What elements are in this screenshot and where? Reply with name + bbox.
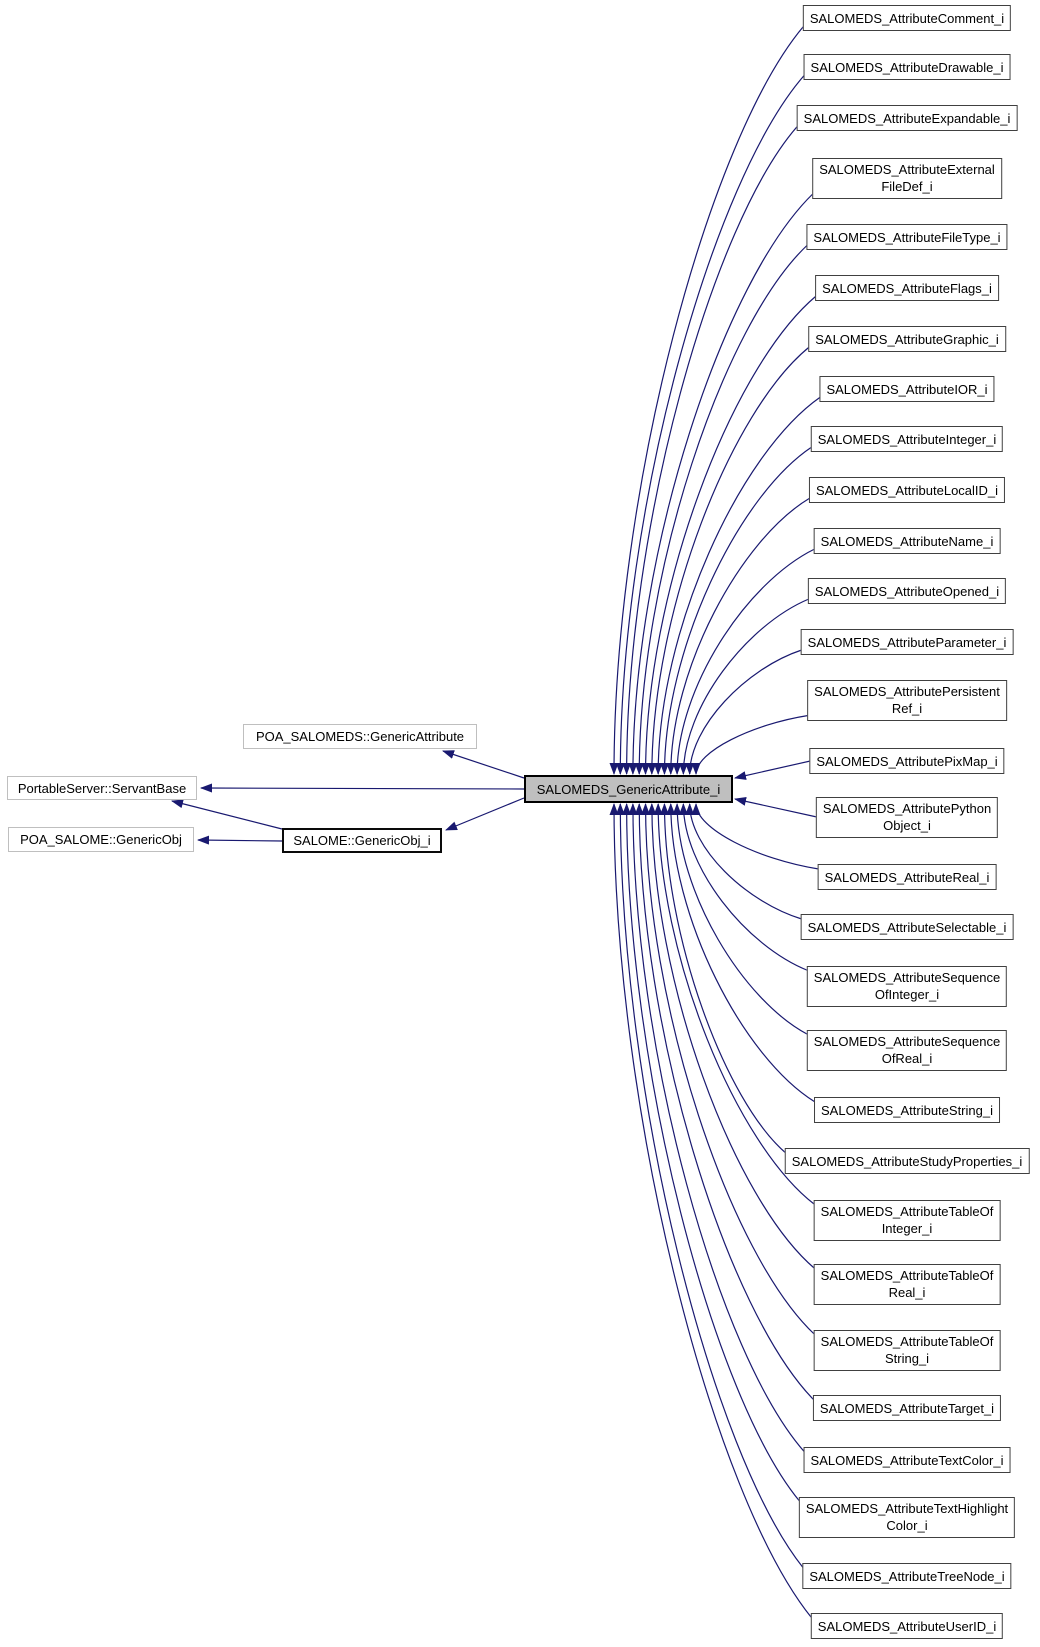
- class-node-filetype[interactable]: [806, 224, 1007, 250]
- class-node-label: SALOMEDS_AttributeTextColor_i: [810, 1452, 1004, 1468]
- inheritance-edge: [201, 788, 524, 789]
- inheritance-edge: [446, 798, 524, 830]
- class-node-label: SALOMEDS_AttributeInteger_i: [817, 431, 997, 447]
- class-node-servantbase: [7, 776, 197, 800]
- inheritance-edge: [198, 840, 282, 841]
- inheritance-edge: [677, 804, 808, 1035]
- class-node-label: SALOMEDS_AttributeLocalID_i: [815, 482, 999, 498]
- class-node-parameter[interactable]: [801, 629, 1014, 655]
- class-node-label: SALOMEDS_GenericAttribute_i: [536, 781, 721, 797]
- class-node-label: SALOMEDS_AttributeOpened_i: [814, 583, 1000, 599]
- inheritance-edge: [671, 498, 810, 774]
- class-node-sequenceofinteger[interactable]: [807, 966, 1007, 1007]
- class-node-integer[interactable]: [811, 426, 1003, 452]
- class-node-label: Real_i: [888, 1285, 926, 1300]
- class-node-label: Ref_i: [891, 701, 923, 716]
- class-node-tableofinteger[interactable]: [814, 1200, 1001, 1241]
- class-node-label: Object_i: [883, 818, 931, 833]
- class-node-poa_genericattribute: [243, 724, 477, 749]
- class-node-label: SALOMEDS_AttributeString_i: [821, 1102, 993, 1118]
- class-node-name[interactable]: [814, 528, 1001, 554]
- class-node-selectable[interactable]: [801, 914, 1014, 940]
- class-node-tableofreal[interactable]: [814, 1264, 1001, 1305]
- class-node-tableofstring[interactable]: [814, 1330, 1001, 1371]
- inheritance-edge: [639, 804, 814, 1400]
- class-node-label: SALOMEDS_AttributeComment_i: [809, 10, 1005, 26]
- class-node-opened[interactable]: [808, 578, 1006, 604]
- class-node-label: SALOMEDS_AttributeIOR_i: [826, 381, 988, 397]
- class-node-label: OfReal_i: [881, 1051, 933, 1066]
- inheritance-edge: [620, 804, 803, 1568]
- class-node-texthighlightcolor[interactable]: [799, 1497, 1015, 1538]
- class-node-genericobj_i[interactable]: [282, 828, 442, 853]
- class-node-graphic[interactable]: [808, 326, 1006, 352]
- inheritance-edge: [735, 761, 810, 778]
- class-node-label: SALOMEDS_AttributeExpandable_i: [803, 110, 1011, 126]
- class-node-target[interactable]: [813, 1395, 1001, 1421]
- class-node-label: SALOMEDS_AttributeStudyProperties_i: [791, 1153, 1023, 1169]
- class-node-label: Integer_i: [881, 1221, 933, 1236]
- class-node-label: SALOMEDS_AttributeName_i: [820, 533, 994, 549]
- class-node-label: SALOMEDS_AttributeDrawable_i: [810, 59, 1004, 75]
- class-node-label: SALOMEDS_AttributeExternal: [819, 162, 995, 177]
- class-node-expandable[interactable]: [797, 105, 1018, 131]
- class-node-flags[interactable]: [815, 275, 999, 301]
- class-node-label: SALOMEDS_AttributePersistent: [814, 684, 1000, 699]
- class-node-ior[interactable]: [819, 376, 994, 402]
- class-node-label: Color_i: [886, 1518, 928, 1533]
- inheritance-edge: [639, 245, 807, 774]
- class-node-label: SALOMEDS_AttributeTableOf: [820, 1204, 994, 1219]
- class-node-label: FileDef_i: [881, 179, 933, 194]
- class-node-pythonobject[interactable]: [816, 797, 998, 838]
- class-node-real[interactable]: [818, 864, 997, 890]
- class-node-label: SALOME::GenericObj_i: [293, 833, 431, 848]
- class-node-label: SALOMEDS_AttributeTableOf: [820, 1268, 994, 1283]
- class-node-label: SALOMEDS_AttributeFileType_i: [813, 229, 1001, 245]
- inheritance-edge: [683, 599, 808, 774]
- class-node-label: SALOMEDS_AttributeSelectable_i: [807, 919, 1007, 935]
- class-node-label: SALOMEDS_AttributeReal_i: [824, 869, 990, 885]
- class-node-poa_genericobj: [8, 827, 194, 852]
- class-node-comment[interactable]: [803, 5, 1011, 31]
- class-node-externalfiledef[interactable]: [812, 158, 1002, 199]
- class-node-pixmap[interactable]: [809, 748, 1004, 774]
- inheritance-edge: [620, 75, 804, 774]
- inheritance-edge: [172, 801, 282, 829]
- class-node-label: POA_SALOME::GenericObj: [20, 832, 182, 847]
- class-node-label: POA_SALOMEDS::GenericAttribute: [255, 729, 465, 744]
- class-node-label: SALOMEDS_AttributeTableOf: [820, 1334, 994, 1349]
- class-node-label: SALOMEDS_AttributeFlags_i: [822, 280, 992, 296]
- class-node-localid[interactable]: [809, 477, 1005, 503]
- inheritance-edge: [633, 194, 813, 775]
- class-node-studyproperties[interactable]: [785, 1148, 1030, 1174]
- class-node-persistentref[interactable]: [807, 680, 1007, 721]
- class-node-label: SALOMEDS_AttributeUserID_i: [817, 1618, 997, 1634]
- class-node-label: SALOMEDS_AttributePython: [822, 801, 992, 816]
- inheritance-edge: [443, 751, 524, 778]
- class-node-label: SALOMEDS_AttributeSequence: [813, 1034, 1001, 1049]
- class-node-userid[interactable]: [811, 1613, 1003, 1639]
- class-node-treenode[interactable]: [802, 1563, 1011, 1589]
- class-node-string[interactable]: [814, 1097, 1000, 1123]
- class-node-textcolor[interactable]: [804, 1447, 1011, 1473]
- class-node-label: SALOMEDS_AttributeSequence: [813, 970, 1001, 985]
- class-node-label: String_i: [884, 1351, 930, 1366]
- class-node-label: SALOMEDS_AttributeGraphic_i: [815, 331, 999, 347]
- class-node-label: OfInteger_i: [874, 987, 940, 1002]
- class-node-label: SALOMEDS_AttributeTreeNode_i: [809, 1568, 1005, 1584]
- inheritance-edge: [683, 804, 807, 971]
- class-node-label: SALOMEDS_AttributeTextHighlight: [805, 1501, 1009, 1516]
- class-node-label: SALOMEDS_AttributeTarget_i: [819, 1400, 995, 1416]
- class-node-drawable[interactable]: [804, 54, 1011, 80]
- class-node-label: SALOMEDS_AttributeParameter_i: [807, 634, 1007, 650]
- inheritance-edge: [658, 804, 814, 1205]
- class-node-center: [524, 775, 733, 803]
- class-node-label: SALOMEDS_AttributePixMap_i: [816, 753, 998, 769]
- class-node-label: PortableServer::ServantBase: [17, 780, 187, 796]
- inheritance-edge: [735, 799, 817, 817]
- class-node-sequenceofreal[interactable]: [807, 1030, 1007, 1071]
